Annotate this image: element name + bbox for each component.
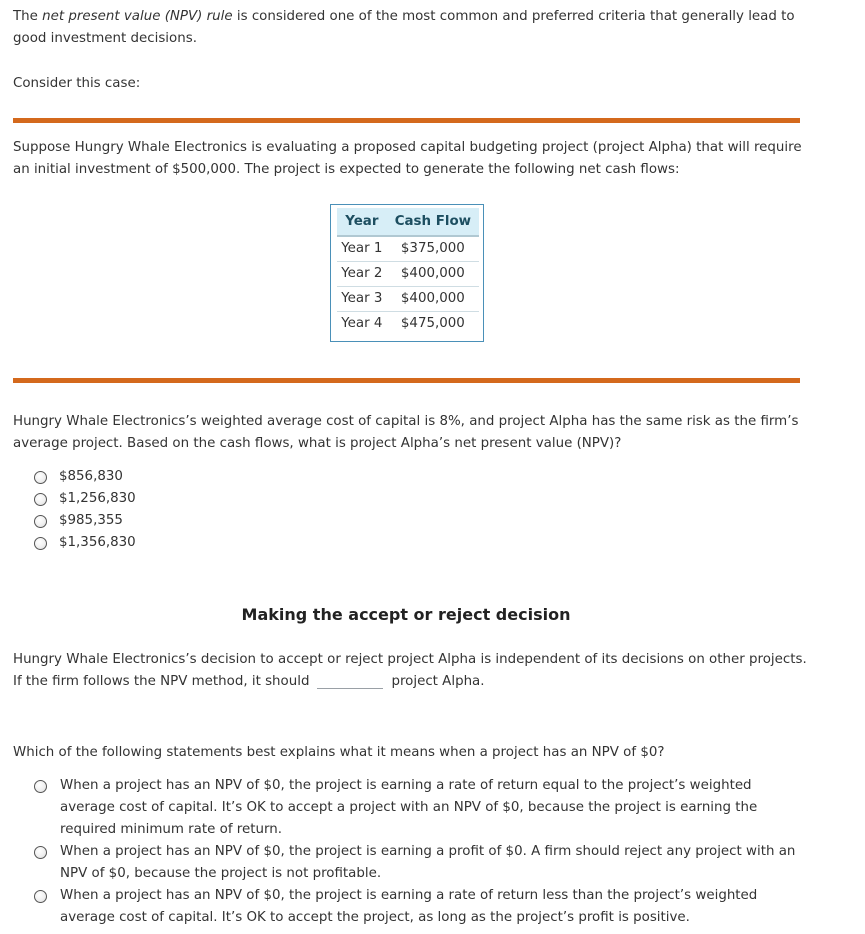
cash-flow-cell: $375,000 bbox=[387, 236, 479, 262]
npv-option-1[interactable] bbox=[34, 466, 123, 488]
option-label: When a project has an NPV of $0, the project is earning a rate of return less than the project’s weighted average cost of capital. It’s OK to accept the project, as long as the project’s profit is positive. bbox=[60, 888, 758, 925]
cash-flow-table bbox=[330, 204, 484, 342]
table-row bbox=[337, 236, 479, 262]
year-cell: Year 1 bbox=[337, 236, 387, 262]
radio-button[interactable] bbox=[34, 890, 47, 903]
cash-flow-cell: $475,000 bbox=[400, 316, 465, 331]
npv-zero-option-3[interactable] bbox=[34, 885, 804, 929]
option-label: When a project has an NPV of $0, the project is earning a profit of $0. A firm should reject any project with an NPV of $0, because the project is not profitable. bbox=[60, 844, 796, 881]
npv-rule-term: net present value (NPV) rule bbox=[42, 9, 233, 24]
decision-line-1: Hungry Whale Electronics’s decision to accept or reject project Alpha is independent of its decisions on other projects. bbox=[13, 652, 807, 667]
top-divider bbox=[13, 118, 800, 123]
year-cell: Year 3 bbox=[337, 287, 387, 312]
option-label: $1,356,830 bbox=[59, 535, 136, 550]
npv-zero-option-1[interactable] bbox=[34, 775, 804, 841]
npv-zero-option-2[interactable] bbox=[34, 841, 804, 885]
radio-button[interactable] bbox=[34, 493, 47, 506]
table-row bbox=[337, 262, 479, 287]
year-cell: Year 4 bbox=[341, 316, 383, 331]
cash-flow-cell: $400,000 bbox=[387, 287, 479, 312]
table-row bbox=[337, 312, 479, 337]
option-label: $856,830 bbox=[59, 469, 123, 484]
intro-pre: The bbox=[13, 9, 43, 24]
npv-question: Hungry Whale Electronics’s weighted average cost of capital is 8%, and project Alpha has the same risk as the firm’s average project. Based on the cash flows, what is project Alpha’s net present value (NPV)? bbox=[13, 414, 799, 451]
table-header-row bbox=[337, 208, 479, 236]
radio-button[interactable] bbox=[34, 780, 47, 793]
cash-flow-cell: $400,000 bbox=[387, 262, 479, 287]
intro-paragraph bbox=[13, 6, 808, 50]
accept-reject-dropdown[interactable] bbox=[317, 674, 383, 689]
option-label: $1,256,830 bbox=[59, 491, 136, 506]
radio-button[interactable] bbox=[34, 471, 47, 484]
option-label: $985,355 bbox=[59, 513, 123, 528]
radio-button[interactable] bbox=[34, 846, 47, 859]
cash-flow-header: Cash Flow bbox=[387, 208, 479, 236]
intro-post: is considered one of the most common and preferred criteria that generally lead to good investment decisions. bbox=[13, 9, 795, 46]
radio-button[interactable] bbox=[34, 537, 47, 550]
year-cell: Year 2 bbox=[337, 262, 387, 287]
radio-button[interactable] bbox=[34, 515, 47, 528]
bottom-divider bbox=[13, 378, 800, 383]
npv-option-2[interactable] bbox=[34, 488, 136, 510]
decision-line-2-pre: If the firm follows the NPV method, it should bbox=[13, 674, 310, 689]
npv-option-3[interactable] bbox=[34, 510, 123, 532]
npv-option-4[interactable] bbox=[34, 532, 136, 554]
npv-zero-question: Which of the following statements best explains what it means when a project has an NPV of $0? bbox=[13, 745, 665, 760]
consider-text: Consider this case: bbox=[13, 76, 141, 91]
decision-paragraph bbox=[13, 649, 808, 693]
section-heading: Making the accept or reject decision bbox=[241, 605, 571, 624]
decision-line-2-post: project Alpha. bbox=[391, 674, 485, 689]
scenario-paragraph: Suppose Hungry Whale Electronics is evaluating a proposed capital budgeting project (project Alpha) that will require an initial investment of $500,000. The project is expected to generate the following net cash flows: bbox=[13, 140, 802, 177]
option-label: When a project has an NPV of $0, the project is earning a rate of return equal to the project’s weighted average cost of capital. It’s OK to accept a project with an NPV of $0, because the project is earning the required minimum rate of return. bbox=[60, 778, 758, 837]
year-header: Year bbox=[337, 208, 387, 236]
table-row bbox=[337, 287, 479, 312]
